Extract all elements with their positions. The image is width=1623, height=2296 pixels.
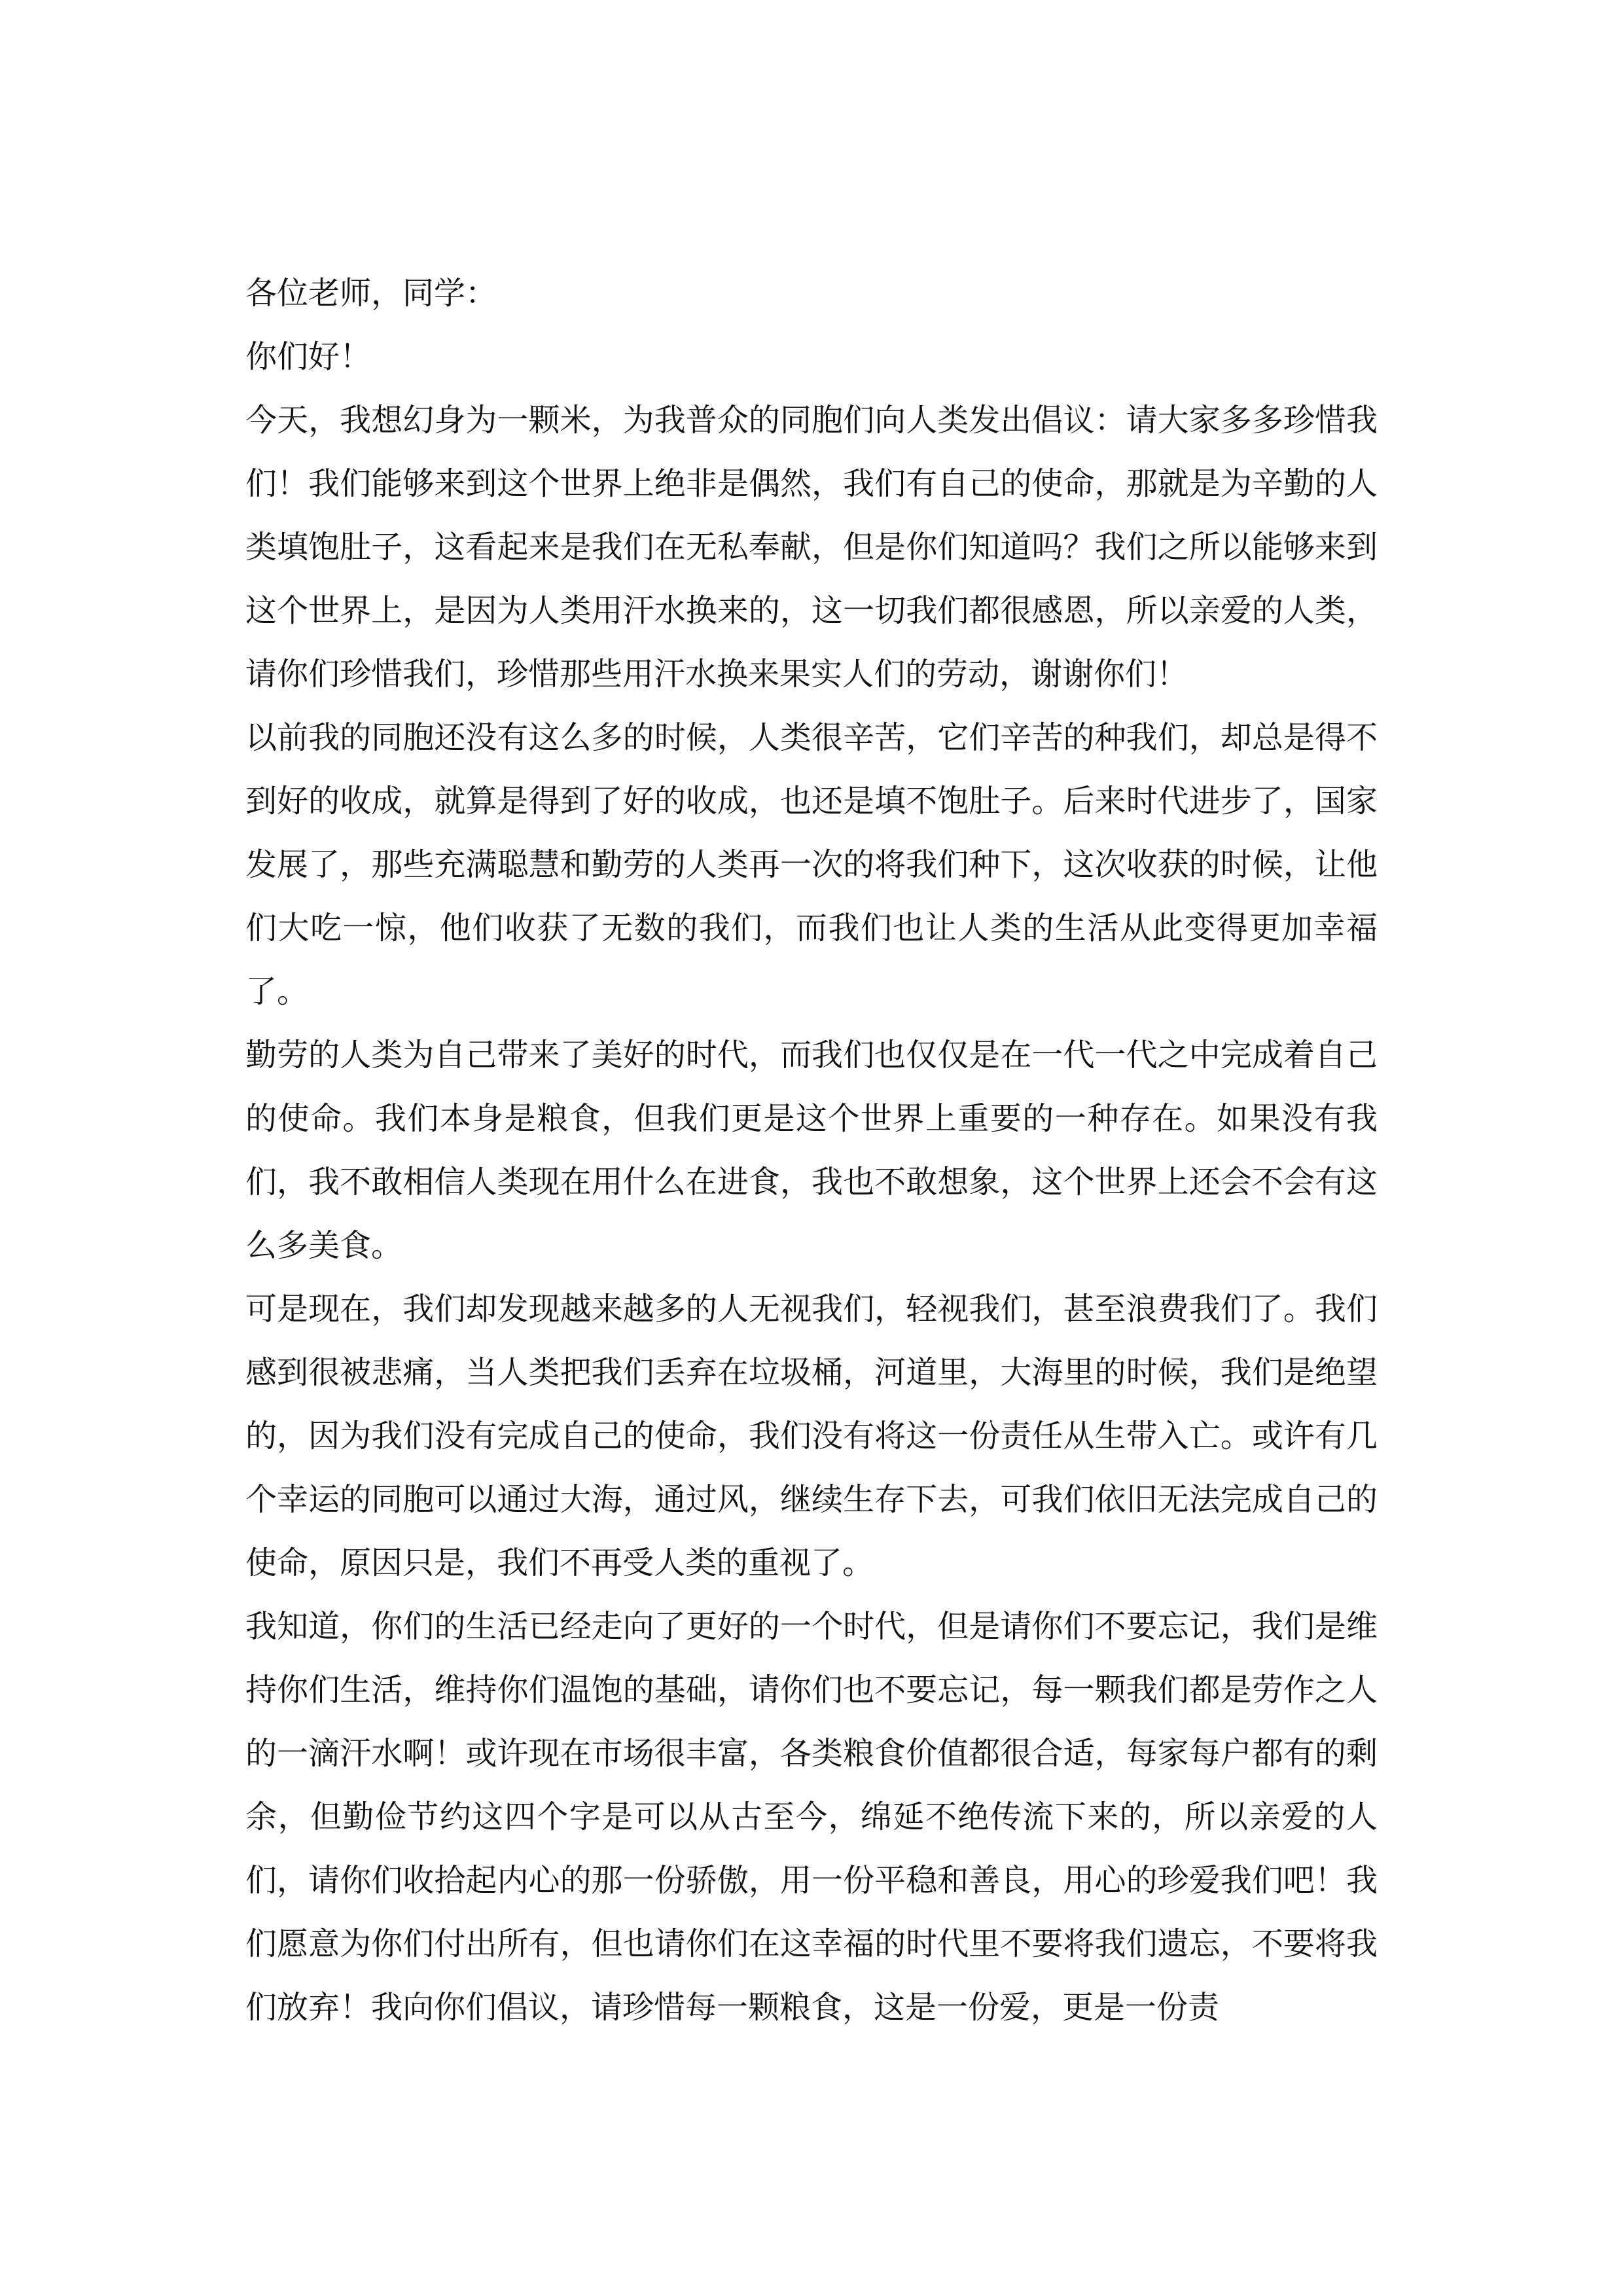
paragraph-4: 可是现在，我们却发现越来越多的人无视我们，轻视我们，甚至浪费我们了。我们感到很被悲痛，当人类把我们丢弃在垃圾桶，河道里，大海里的时候，我们是绝望的，因为我们没有完成自己的使命，我们没有将这一份责任从生带入亡。或许有几个幸运的同胞可以通过大海，通过风，继续生存下去，可我们依旧无法完成自己的使命，原因只是，我们不再受人类的重视了。 — [245, 1291, 1378, 1581]
paragraph-2: 以前我的同胞还没有这么多的时候，人类很辛苦，它们辛苦的种我们，却总是得不到好的收成，就算是得到了好的收成，也还是填不饱肚子。后来时代进步了，国家发展了，那些充满聪慧和勤劳的人类再一次的将我们种下，这次收获的时候，让他们大吃一惊，他们收获了无数的我们，而我们也让人类的生活从此变得更加幸福了。 — [245, 719, 1378, 1010]
paragraph-1: 今天，我想幻身为一颗米，为我普众的同胞们向人类发出倡议：请大家多多珍惜我们！我们能够来到这个世界上绝非是偶然，我们有自己的使命，那就是为辛勤的人类填饱肚子，这看起来是我们在无私奉献，但是你们知道吗？我们之所以能够来到这个世界上，是因为人类用汗水换来的，这一切我们都很感恩，所以亲爱的人类，请你们珍惜我们，珍惜那些用汗水换来果实人们的劳动，谢谢你们！ — [245, 402, 1378, 692]
paragraph-5: 我知道，你们的生活已经走向了更好的一个时代，但是请你们不要忘记，我们是维持你们生活，维持你们温饱的基础，请你们也不要忘记，每一颗我们都是劳作之人的一滴汗水啊！或许现在市场很丰富，各类粮食价值都很合适，每家每户都有的剩余，但勤俭节约这四个字是可以从古至今，绵延不绝传流下来的，所以亲爱的人们，请你们收拾起内心的那一份骄傲，用一份平稳和善良，用心的珍爱我们吧！我们愿意为你们付出所有，但也请你们在这幸福的时代里不要将我们遗忘，不要将我们放弃！我向你们倡议，请珍惜每一颗粮食，这是一份爱，更是一份责 — [245, 1608, 1378, 2026]
greeting: 你们好！ — [245, 338, 372, 375]
paragraph-3: 勤劳的人类为自己带来了美好的时代，而我们也仅仅是在一代一代之中完成着自己的使命。我们本身是粮食，但我们更是这个世界上重要的一种存在。如果没有我们，我不敢相信人类现在用什么在进食，我也不敢想象，这个世界上还会不会有这么多美食。 — [245, 1037, 1378, 1264]
salutation: 各位老师，同学： — [245, 275, 497, 312]
document-body — [245, 262, 1378, 2039]
